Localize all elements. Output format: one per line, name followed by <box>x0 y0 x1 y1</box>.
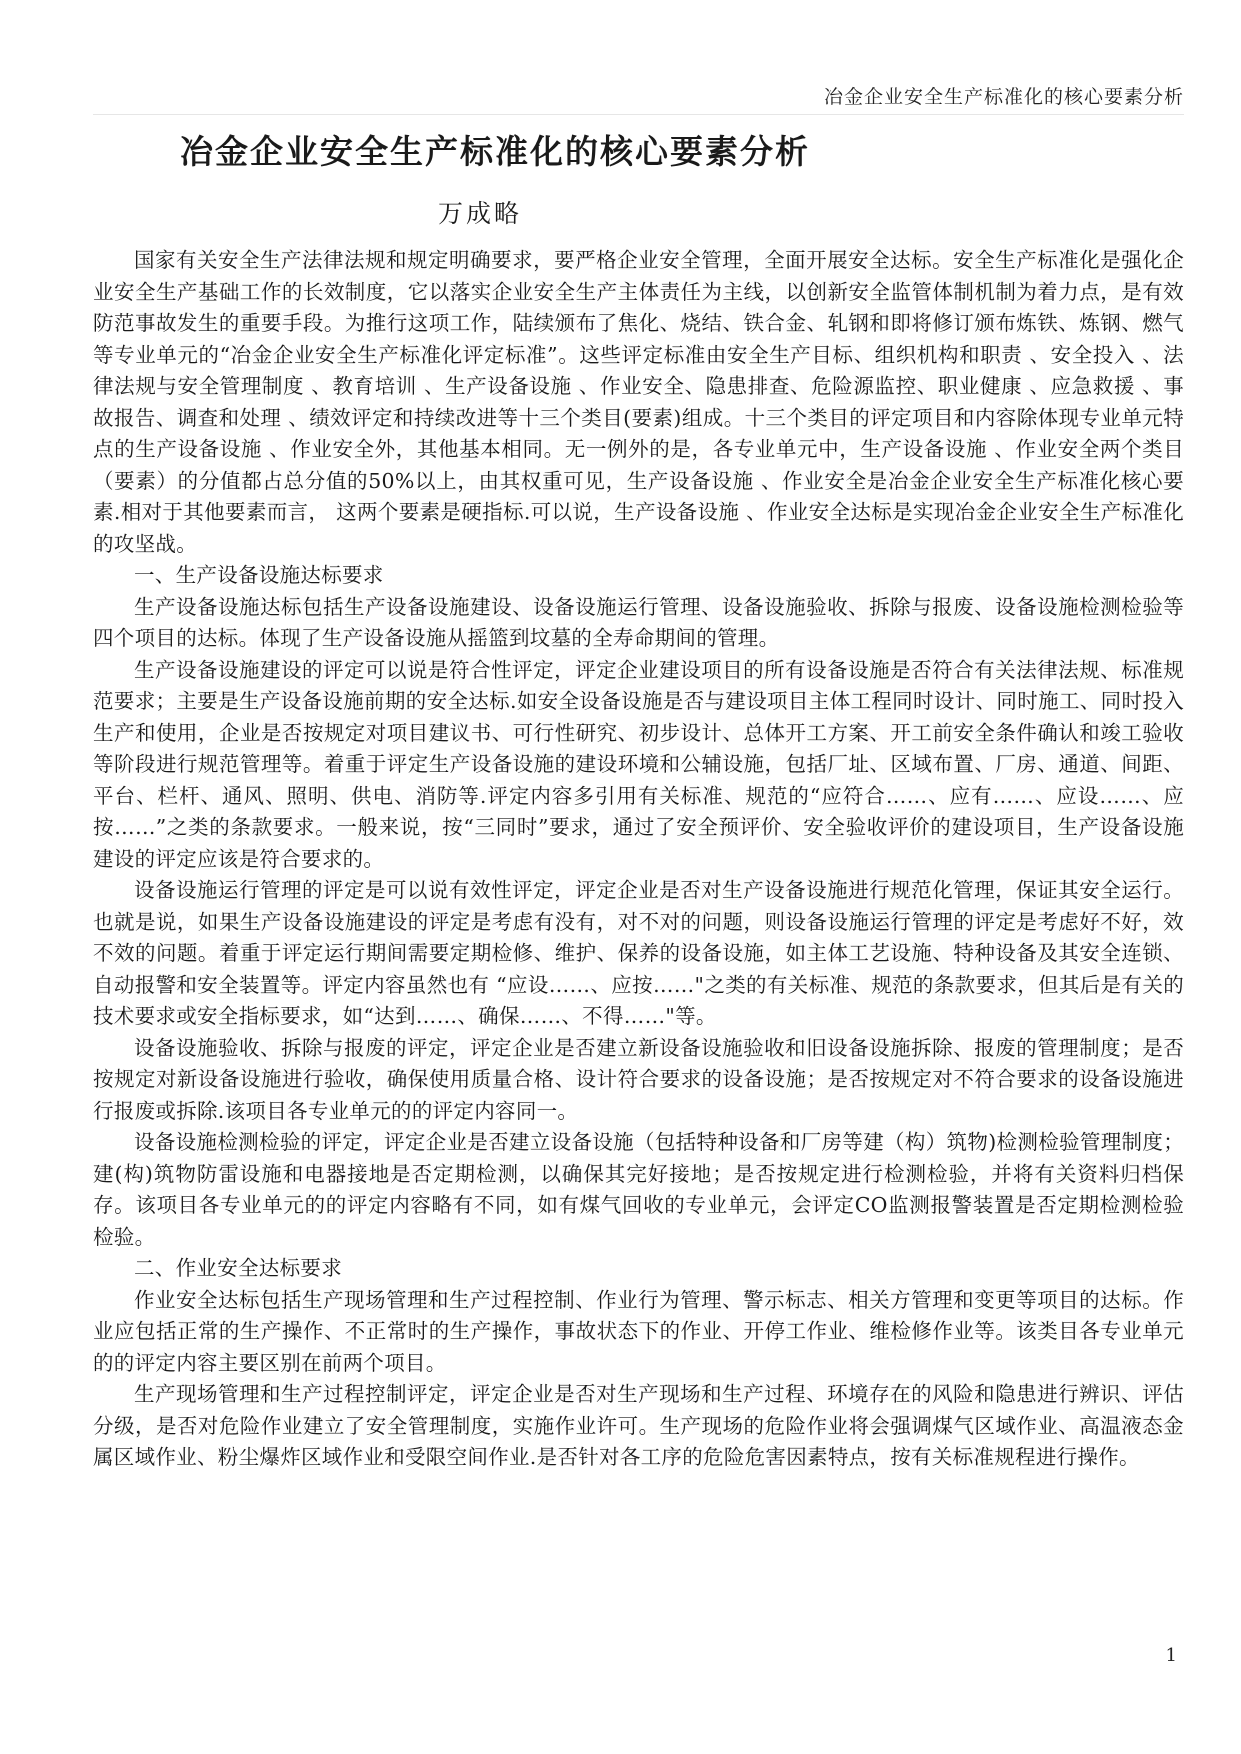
running-header: 冶金企业安全生产标准化的核心要素分析 <box>823 86 1184 108</box>
section-heading-operation-safety: 二、作业安全达标要求 <box>134 1256 342 1280</box>
paragraph: 设备设施验收、拆除与报废的评定，评定企业是否建立新设备设施验收和旧设备设施拆除、报废的管理制度；是否按规定对新设备设施进行验收，确保使用质量合格、设计符合要求的设备设施；是否按规定对不符合要求的设备设施进行报废或拆除.该项目各专业单元的的评定内容同一。 <box>93 1035 1184 1123</box>
document-title: 冶金企业安全生产标准化的核心要素分析 <box>180 132 810 171</box>
article-body <box>93 245 1184 1474</box>
section-heading-equipment: 一、生产设备设施达标要求 <box>134 563 384 587</box>
paragraph: 生产设备设施达标包括生产设备设施建设、设备设施运行管理、设备设施验收、拆除与报废、设备设施检测检验等四个项目的达标。体现了生产设备设施从摇篮到坟墓的全寿命期间的管理。 <box>93 594 1184 650</box>
paragraph: 作业安全达标包括生产现场管理和生产过程控制、作业行为管理、警示标志、相关方管理和变更等项目的达标。作业应包括正常的生产操作、不正常时的生产操作，事故状态下的作业、开停工作业、维检修作业等。该类目各专业单元的的评定内容主要区别在前两个项目。 <box>93 1287 1184 1375</box>
paragraph: 设备设施运行管理的评定是可以说有效性评定，评定企业是否对生产设备设施进行规范化管理，保证其安全运行。也就是说，如果生产设备设施建设的评定是考虑有没有，对不对的问题，则设备设施运行管理的评定是考虑好不好，效不效的问题。着重于评定运行期间需要定期检修、维护、保养的设备设施，如主体工艺设施、特种设备及其安全连锁、自动报警和安全装置等。评定内容虽然也有 “应设……、应按……"之类的有关标准、规范的条款要求，但其后是有关的技术要求或安全指标要求，如“达到……、确保……、不得……"等。 <box>93 878 1184 1028</box>
paragraph: 生产现场管理和生产过程控制评定，评定企业是否对生产现场和生产过程、环境存在的风险和隐患进行辨识、评估分级，是否对危险作业建立了安全管理制度，实施作业许可。生产现场的危险作业将会强调煤气区域作业、高温液态金属区域作业、粉尘爆炸区域作业和受限空间作业.是否针对各工序的危险危害因素特点，按有关标准规程进行操作。 <box>93 1382 1184 1469</box>
paragraph: 生产设备设施建设的评定可以说是符合性评定，评定企业建设项目的所有设备设施是否符合有关法律法规、标准规范要求；主要是生产设备设施前期的安全达标.如安全设备设施是否与建设项目主体工程同时设计、同时施工、同时投入生产和使用，企业是否按规定对项目建议书、可行性研究、初步设计、总体开工方案、开工前安全条件确认和竣工验收等阶段进行规范管理等。着重于评定生产设备设施的建设环境和公辅设施，包括厂址、区域布置、厂房、通道、间距、平台、栏杆、通风、照明、供电、消防等.评定内容多引用有关标准、规范的“应符合……、应有……、应设……、应按……”之类的条款要求。一般来说，按“三同时”要求，通过了安全预评价、安全验收评价的建设项目，生产设备设施建设的评定应该是符合要求的。 <box>93 657 1184 871</box>
paragraph-intro: 国家有关安全生产法律法规和规定明确要求，要严格企业安全管理，全面开展安全达标。安全生产标准化是强化企业安全生产基础工作的长效制度，它以落实企业安全生产主体责任为主线，以创新安全监管体制机制为着力点，是有效防范事故发生的重要手段。为推行这项工作，陆续颁布了焦化、烧结、铁合金、轧钢和即将修订颁布炼铁、炼钢、燃气等专业单元的“冶金企业安全生产标准化评定标准”。这些评定标准由安全生产目标、组织机构和职责 、安全投入 、法律法规与安全管理制度 、教育培训 、生产设备设施 、作业安全、隐患排查、危险源监控、职业健康 、应急救援 、事故报告、调查和处理 、绩效评定和持续改进等十三个类目(要素)组成。十三个类目的评定项目和内容除体现专业单元特点的生产设备设施 、作业安全外，其他基本相同。无一例外的是，各专业单元中，生产设备设施 、作业安全两个类目（要素）的分值都占总分值的50%以上，由其权重可见，生产设备设施 、作业安全是冶金企业安全生产标准化核心要素.相对于其他要素而言， 这两个要素是硬指标.可以说，生产设备设施 、作业安全达标是实现冶金企业安全生产标准化的攻坚战。 <box>93 248 1184 556</box>
author-name: 万成略 <box>437 199 522 228</box>
header-divider <box>93 114 1184 115</box>
paragraph: 设备设施检测检验的评定，评定企业是否建立设备设施（包括特种设备和厂房等建（构）筑物)检测检验管理制度；建(构)筑物防雷设施和电器接地是否定期检测，以确保其完好接地；是否按规定进行检测检验，并将有关资料归档保存。该项目各专业单元的的评定内容略有不同，如有煤气回收的专业单元，会评定CO监测报警装置是否定期检测检验检验。 <box>93 1130 1184 1249</box>
page-number: 1 <box>1165 1645 1177 1666</box>
